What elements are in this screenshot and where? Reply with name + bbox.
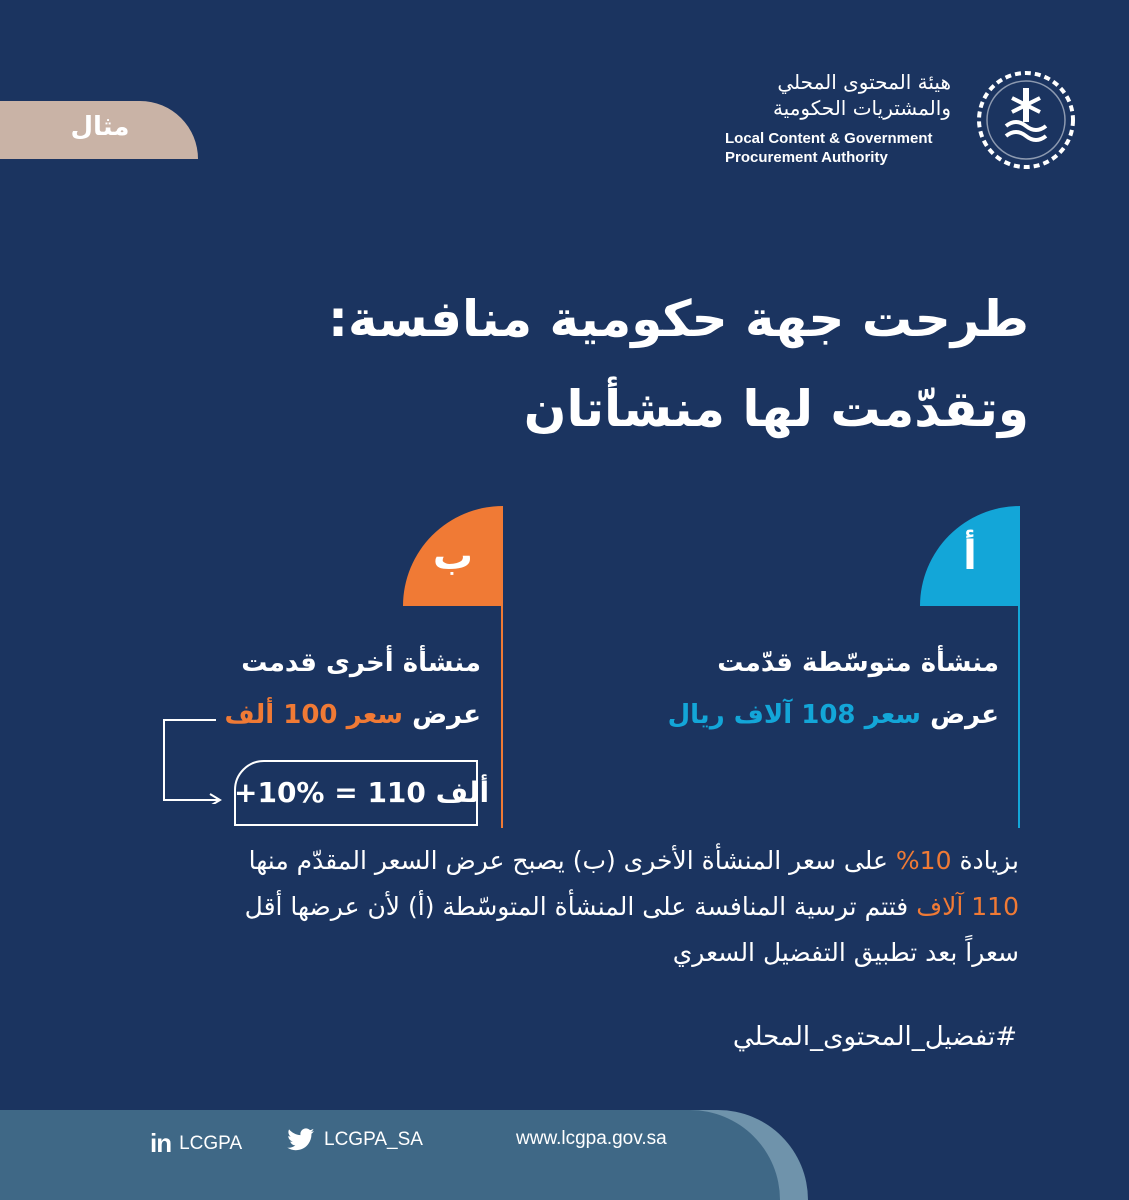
linkedin-link[interactable]: [150, 1128, 242, 1159]
lcgpa-emblem-icon: [974, 68, 1078, 172]
explanation-prefix: بزيادة: [959, 846, 1019, 875]
website-link[interactable]: www.lcgpa.gov.sa: [516, 1128, 667, 1149]
logo-english-line2: Procurement Authority: [725, 149, 888, 166]
linkedin-handle: LCGPA: [179, 1132, 243, 1154]
option-a-line1: منشأة متوسّطة قدّمت: [717, 648, 999, 678]
explanation-amount: 110 آلاف: [916, 892, 1019, 921]
explanation-line1-rest: على سعر المنشأة الأخرى (ب) يصبح عرض السعر المقدّم منها: [248, 846, 888, 875]
headline-line1: طرحت جهة حكومية منافسة:: [328, 290, 1029, 348]
option-a-offer-label: عرض: [930, 700, 999, 730]
logo-english-line1: Local Content & Government: [725, 130, 933, 147]
explanation-line1: [249, 846, 1019, 875]
headline-line2: وتقدّمت لها منشأتان: [523, 380, 1029, 438]
twitter-link[interactable]: [286, 1128, 423, 1152]
option-a-line2: [668, 700, 999, 730]
option-a-badge: أ: [920, 506, 1020, 606]
arrow-icon: [160, 714, 240, 804]
hashtag: #تفضيل_المحتوى_المحلي: [732, 1022, 1017, 1052]
option-b-badge: ب: [403, 506, 503, 606]
twitter-icon: [286, 1128, 316, 1152]
option-b-offer-label: عرض: [412, 700, 481, 730]
logo-arabic-line1: هيئة المحتوى المحلي: [777, 70, 951, 94]
twitter-handle: LCGPA_SA: [324, 1129, 423, 1150]
footer-band: [0, 1110, 780, 1200]
explanation-line2: [245, 892, 1019, 921]
option-b-divider: [501, 606, 503, 828]
linkedin-icon: in: [150, 1128, 172, 1158]
explanation-percent: 10%: [895, 846, 952, 875]
calculation-text: +10% = 110 ألف: [234, 776, 490, 809]
logo-arabic-line2: والمشتريات الحكومية: [772, 96, 951, 120]
example-tag-label: مثال: [70, 112, 130, 142]
option-b-price: سعر 100 ألف: [224, 700, 404, 730]
explanation-line2-rest: فتتم ترسية المنافسة على المنشأة المتوسّطة (أ) لأن عرضها أقل: [244, 892, 909, 921]
option-b-line1: منشأة أخرى قدمت: [241, 648, 481, 678]
explanation-line3: سعراً بعد تطبيق التفضيل السعري: [672, 938, 1019, 967]
option-b-line2: [225, 700, 481, 730]
option-a-price: سعر 108 آلاف ريال: [667, 700, 922, 730]
option-a-divider: [1018, 606, 1020, 828]
